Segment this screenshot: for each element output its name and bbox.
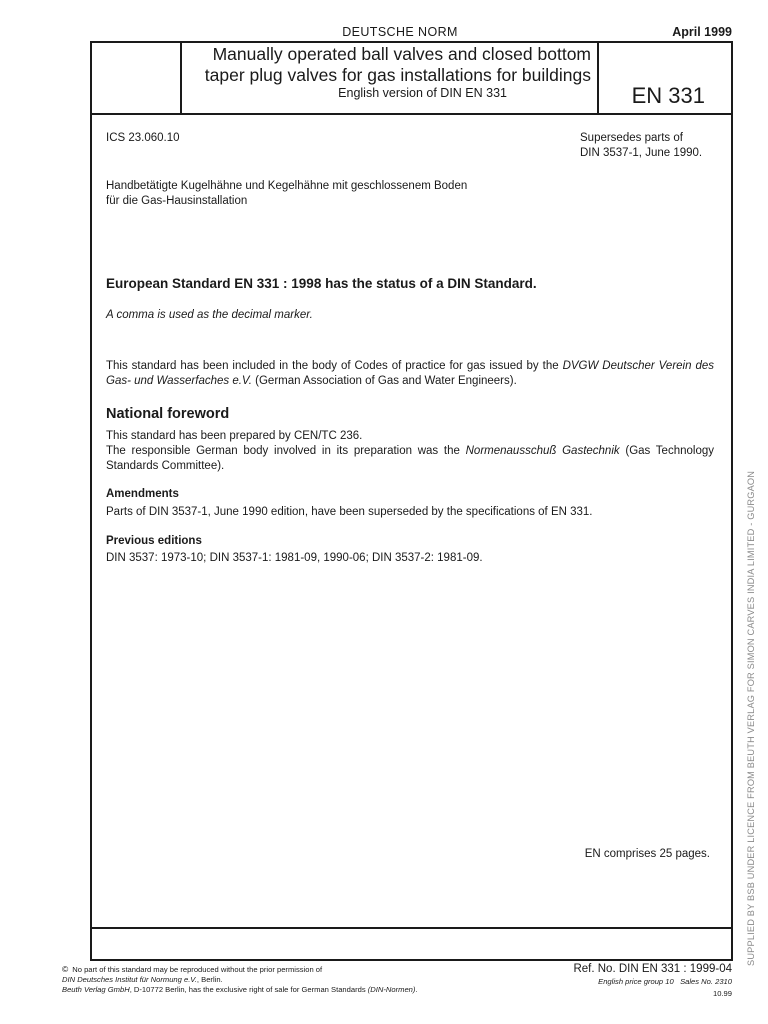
supersedes-line-2: DIN 3537-1, June 1990. — [580, 147, 703, 159]
copyright-icon: © — [62, 964, 69, 974]
header-divider — [92, 113, 731, 115]
copyright-text: No part of this standard may be reproduced without the prior permission of — [72, 965, 323, 974]
standard-number: EN 331 — [631, 83, 705, 108]
din-name: DIN Deutsches Institut für Normung e.V. — [62, 975, 197, 984]
amendments-heading: Amendments — [106, 488, 179, 500]
german-title-line-2: für die Gas-Hausinstallation — [106, 195, 248, 207]
previous-editions-text: DIN 3537: 1973-10; DIN 3537-1: 1981-09, 1990-06; DIN 3537-2: 1981-09. — [106, 552, 483, 564]
inclusion-text-a: This standard has been included in the body of Codes of practice for gas issued by the — [106, 360, 563, 372]
ics-code: ICS 23.060.10 — [106, 132, 180, 144]
status-statement: European Standard EN 331 : 1998 has the status of a DIN Standard. — [106, 276, 537, 291]
copyright-city: , Berlin. — [196, 975, 223, 984]
sales-rights-text: , D-10772 Berlin, has the exclusive right of sale for German Standards — [129, 985, 368, 994]
sales-number: Sales No. 2310 — [680, 977, 732, 986]
price-info — [598, 977, 732, 986]
foreword-text-a: The responsible German body involved in its preparation was the — [106, 445, 466, 457]
national-foreword-heading: National foreword — [106, 406, 230, 422]
previous-editions-heading: Previous editions — [106, 535, 202, 547]
page-count: EN comprises 25 pages. — [584, 848, 710, 860]
header-title-cell — [182, 43, 599, 113]
amendments-text: Parts of DIN 3537-1, June 1990 edition, have been superseded by the specifications of EN 331. — [106, 506, 593, 518]
national-foreword-body — [106, 429, 714, 474]
din-normen: (DIN-Normen) — [367, 985, 416, 994]
beuth-name: Beuth Verlag GmbH — [62, 985, 130, 994]
copyright-line-1 — [62, 964, 418, 975]
copyright-line-2 — [62, 975, 418, 985]
bottom-divider — [92, 927, 731, 929]
supersedes-note — [580, 131, 702, 161]
licence-side-note: SUPPLIED BY BSB UNDER LICENCE FROM BEUTH VERLAG FOR SIMON CARVES INDIA LIMITED - GURGAON — [746, 470, 756, 966]
supersedes-line-1: Supersedes parts of — [580, 132, 683, 144]
header-left-cell — [92, 43, 182, 113]
subtitle: English version of DIN EN 331 — [338, 86, 507, 100]
price-group: English price group 10 — [598, 977, 674, 986]
title-line-1: Manually operated ball valves and closed bottom — [212, 44, 591, 64]
publication-date: April 1999 — [672, 25, 732, 39]
copyright-notice — [62, 964, 418, 995]
norm-label: DEUTSCHE NORM — [342, 25, 458, 39]
reference-number: Ref. No. DIN EN 331 : 1999-04 — [573, 963, 732, 975]
decimal-marker-note: A comma is used as the decimal marker. — [106, 309, 313, 321]
inclusion-text-b: (German Association of Gas and Water Engineers). — [251, 375, 517, 387]
foreword-line-2 — [106, 444, 714, 474]
dvgw-name: DVGW Deutscher Verein des Gas- und Wasserfaches e.V. — [106, 360, 714, 387]
sales-rights-end: . — [415, 985, 418, 994]
foreword-line-1: This standard has been prepared by CEN/TC 236. — [106, 430, 363, 442]
edition-code: 10.99 — [712, 989, 732, 998]
foreword-text-b: (Gas Technology Standards Committee). — [106, 445, 714, 472]
copyright-line-3 — [62, 985, 418, 995]
german-title — [106, 179, 467, 209]
inclusion-paragraph — [106, 359, 714, 389]
committee-name: Normenausschuß Gastechnik — [465, 445, 620, 457]
german-title-line-1: Handbetätigte Kugelhähne und Kegelhähne mit geschlossenem Boden — [106, 180, 468, 192]
header-number-cell — [599, 43, 731, 113]
title-line-2: taper plug valves for gas installations for buildings — [204, 65, 591, 85]
